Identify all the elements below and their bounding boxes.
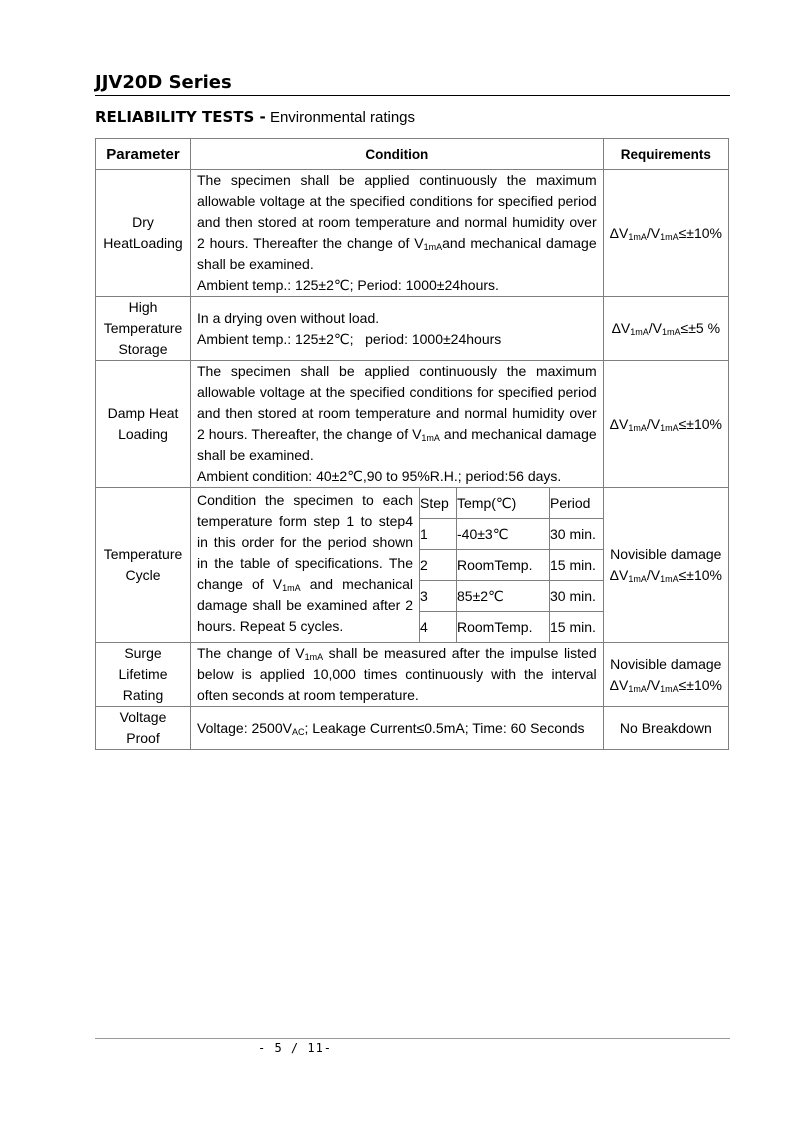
subscript: 1mA xyxy=(628,683,647,694)
req-text: ΔV xyxy=(609,415,629,432)
table-row xyxy=(96,297,729,361)
document-title: JJV20D Series xyxy=(95,72,232,93)
condition-cell xyxy=(191,170,604,297)
subscript: AC xyxy=(291,726,305,737)
parameter-text: High Temperature Storage xyxy=(103,299,183,357)
req-text: ΔV xyxy=(609,224,629,241)
req-text: ≤±5 % xyxy=(680,320,721,336)
subscript: 1mA xyxy=(660,683,679,694)
condition-text-block xyxy=(191,488,419,642)
parameter-cell xyxy=(96,361,191,488)
req-text: /V xyxy=(646,676,661,693)
parameter-text: Dry HeatLoading xyxy=(103,214,183,251)
condition-text: and mechanical damage shall be examined. xyxy=(197,426,597,463)
subscript: 1mA xyxy=(421,433,440,443)
condition-line: In a drying oven without load. xyxy=(197,309,380,326)
condition-text: ; Leakage Current≤0.5mA; Time: 60 Seconds xyxy=(304,719,585,736)
section-heading-bold: RELIABILITY TESTS - xyxy=(95,108,266,126)
req-top-text: Novisible damage xyxy=(610,546,722,562)
subscript: 1mA xyxy=(660,574,679,584)
condition-cell xyxy=(191,643,604,707)
subscript: 1mA xyxy=(630,327,649,337)
parameter-cell xyxy=(96,488,191,643)
condition-line: Ambient temp.: 125±2℃; period: 1000±24hours xyxy=(197,330,502,347)
subscript: 1mA xyxy=(662,327,681,337)
parameter-text: Voltage Proof xyxy=(119,709,167,746)
condition-text: Condition the specimen to each temperature form step 1 to step4 in this order for the period shown in the table of specifications. The change of V xyxy=(197,492,413,592)
condition-text: shall be measured after the impulse listed below is applied 10,000 times continuously with the interval often seconds at room temperature. xyxy=(197,645,597,703)
cycle-temp: RoomTemp. xyxy=(457,550,550,581)
subscript: 1mA xyxy=(423,242,443,252)
cycle-temp: -40±3℃ xyxy=(457,519,550,550)
footer-divider xyxy=(95,1038,730,1039)
parameter-cell xyxy=(96,707,191,750)
cycle-step: 3 xyxy=(420,581,457,612)
cycle-period: 15 min. xyxy=(550,612,604,643)
page-number: - 5 / 11- xyxy=(258,1041,333,1055)
cycle-row xyxy=(420,581,604,612)
parameter-text: Damp Heat Loading xyxy=(107,405,179,442)
parameter-text: Surge Lifetime Rating xyxy=(118,645,168,703)
condition-text: The specimen shall be applied continuously the maximum allowable voltage at the specified conditions for specified period and then stored at room temperature and normal humidity over 2 hours. Thereafter the change of V xyxy=(197,172,597,251)
cycle-temp: RoomTemp. xyxy=(457,612,550,643)
subscript: 1mA xyxy=(282,583,301,593)
table-row xyxy=(96,361,729,488)
header-parameter: Parameter xyxy=(96,139,191,170)
header-requirements: Requirements xyxy=(603,139,728,170)
requirement-cell xyxy=(603,170,728,297)
subscript: 1mA xyxy=(628,231,647,242)
req-text: ≤±10% xyxy=(678,567,722,583)
subscript: 1mA xyxy=(628,422,647,433)
req-text: ≤±10% xyxy=(678,224,722,241)
condition-cell xyxy=(191,707,604,750)
condition-text: Voltage: 2500V xyxy=(197,719,292,736)
cycle-row xyxy=(420,612,604,643)
parameter-cell xyxy=(96,297,191,361)
table-row xyxy=(96,488,729,643)
requirement-cell xyxy=(603,297,728,361)
cycle-header-period: Period xyxy=(550,488,604,519)
cycle-step: 2 xyxy=(420,550,457,581)
condition-text: The specimen shall be applied continuously the maximum allowable voltage at the specified conditions for specified period and then stored at room temperature and normal humidity over 2 hours. Thereafter, the change of V xyxy=(197,363,597,442)
condition-text: and mechanical damage shall be examined after 2 hours. Repeat 5 cycles. xyxy=(197,576,413,634)
condition-extra: Ambient condition: 40±2℃,90 to 95%R.H.; period:56 days. xyxy=(197,468,562,484)
req-top-text: Novisible damage xyxy=(610,655,722,672)
subscript: 1mA xyxy=(660,231,679,242)
cycle-period: 30 min. xyxy=(550,519,604,550)
subscript: 1mA xyxy=(660,422,679,433)
req-text: /V xyxy=(648,320,663,336)
cycle-temp: 85±2℃ xyxy=(457,581,550,612)
cycle-period: 15 min. xyxy=(550,550,604,581)
reliability-table xyxy=(95,138,729,750)
req-text: ΔV xyxy=(609,676,629,693)
cycle-header-row xyxy=(420,488,604,519)
req-text: ≤±10% xyxy=(678,415,722,432)
req-text: No Breakdown xyxy=(619,719,712,736)
header-condition: Condition xyxy=(191,139,604,170)
table-row xyxy=(96,707,729,750)
req-text: /V xyxy=(646,415,661,432)
req-text: ≤±10% xyxy=(678,676,722,693)
cycle-row xyxy=(420,550,604,581)
parameter-cell xyxy=(96,170,191,297)
condition-cell xyxy=(191,297,604,361)
req-text: ΔV xyxy=(611,320,631,336)
requirement-cell xyxy=(603,488,728,643)
req-text: /V xyxy=(646,567,661,583)
condition-text: and mechanical damage shall be examined. xyxy=(197,235,597,272)
condition-text: The change of V xyxy=(197,645,305,661)
section-heading-rest: Environmental ratings xyxy=(265,109,416,126)
table-row xyxy=(96,170,729,297)
parameter-cell xyxy=(96,643,191,707)
cycle-header-temp: Temp(℃) xyxy=(457,488,550,519)
req-text: ΔV xyxy=(609,567,629,583)
requirement-cell xyxy=(603,361,728,488)
subscript: 1mA xyxy=(628,574,647,584)
condition-extra: Ambient temp.: 125±2℃; Period: 1000±24hours. xyxy=(197,277,499,293)
section-heading xyxy=(95,108,415,126)
condition-cell xyxy=(191,488,604,643)
cycle-step: 4 xyxy=(420,612,457,643)
cycle-table xyxy=(419,487,604,643)
req-text: /V xyxy=(646,224,661,241)
cycle-row xyxy=(420,519,604,550)
parameter-text: Temperature Cycle xyxy=(103,546,183,583)
condition-cell xyxy=(191,361,604,488)
table-row xyxy=(96,643,729,707)
requirement-cell xyxy=(603,643,728,707)
table-header-row xyxy=(96,139,729,170)
subscript: 1mA xyxy=(304,652,324,662)
cycle-header-step: Step xyxy=(420,488,457,519)
title-divider xyxy=(95,95,730,96)
cycle-step: 1 xyxy=(420,519,457,550)
cycle-period: 30 min. xyxy=(550,581,604,612)
requirement-cell xyxy=(603,707,728,750)
